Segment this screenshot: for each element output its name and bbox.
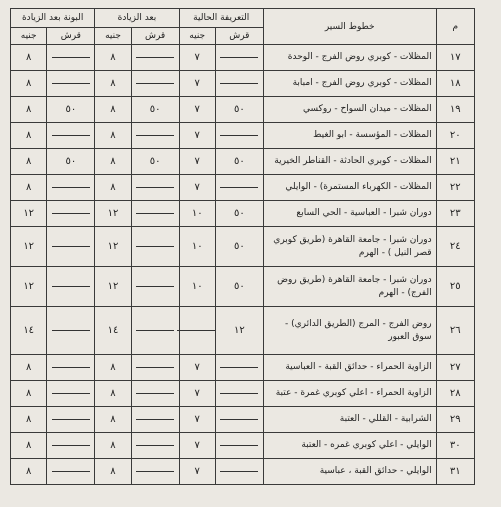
pass-pound-cell — [11, 307, 47, 355]
pass-piaster-cell — [47, 459, 95, 485]
increase-pound-cell — [95, 459, 131, 485]
blank-dash — [136, 419, 174, 420]
increase-pound-cell-text: ٨ — [110, 130, 116, 141]
increase-pound-cell — [95, 355, 131, 381]
header-row — [11, 9, 475, 28]
pass-pound-cell — [11, 355, 47, 381]
increase-pound-cell-text: ١٢ — [107, 281, 119, 292]
increase-piaster-cell — [131, 175, 179, 201]
current-piaster-cell-text: ٥٠ — [233, 156, 245, 167]
pass-pound-cell-text: ٨ — [26, 362, 32, 373]
increase-piaster-cell — [131, 407, 179, 433]
blank-dash — [136, 187, 174, 188]
table-row — [11, 123, 475, 149]
pass-pound-cell — [11, 459, 47, 485]
row-number — [436, 227, 474, 267]
pass-pound-cell-text: ١٢ — [23, 241, 35, 252]
blank-dash — [52, 419, 90, 420]
pass-piaster-cell — [47, 227, 95, 267]
current-pound-cell — [179, 97, 215, 123]
blank-dash — [136, 83, 174, 84]
blank-dash — [52, 187, 90, 188]
route-cell — [263, 459, 436, 485]
route-cell — [263, 227, 436, 267]
blank-dash — [52, 135, 90, 136]
current-pound-cell-text: ١٠ — [191, 208, 203, 219]
increase-piaster-cell — [131, 123, 179, 149]
increase-pound-cell — [95, 45, 131, 71]
table-row — [11, 175, 475, 201]
pass-piaster-cell — [47, 71, 95, 97]
row-number-text: ٣٠ — [449, 440, 461, 451]
pass-piaster-cell — [47, 97, 95, 123]
blank-dash — [52, 367, 90, 368]
increase-piaster-cell — [131, 201, 179, 227]
row-number-text: ١٩ — [449, 104, 461, 115]
route-cell-text: المظلات - ميدان السواح - روكسي — [303, 104, 432, 114]
increase-pound-cell-text: ٨ — [110, 104, 116, 115]
current-pound-cell — [179, 433, 215, 459]
pass-pound-cell-text: ٨ — [26, 78, 32, 89]
route-cell-text: الزاوية الحمراء - حدائق القبة - العباسية — [285, 362, 432, 372]
row-number — [436, 459, 474, 485]
pass-piaster-cell — [47, 175, 95, 201]
increase-pound-cell-text: ٨ — [110, 182, 116, 193]
pass-pound-cell-text: ٨ — [26, 182, 32, 193]
row-number — [436, 201, 474, 227]
current-pound-cell — [179, 407, 215, 433]
pass-pound-cell-text: ٨ — [26, 388, 32, 399]
row-number-text: ٢٣ — [449, 208, 461, 219]
blank-dash — [220, 187, 258, 188]
blank-dash — [220, 419, 258, 420]
route-cell-text: دوران شبرا - جامعة القاهرة (طريق روض الفرج) - الهرم — [277, 274, 432, 298]
increase-pound-cell — [95, 433, 131, 459]
route-cell — [263, 201, 436, 227]
current-piaster-cell — [215, 71, 263, 97]
blank-dash — [136, 57, 174, 58]
row-number — [436, 355, 474, 381]
increase-pound-cell-text: ١٢ — [107, 241, 119, 252]
blank-dash — [52, 83, 90, 84]
blank-dash — [52, 445, 90, 446]
pass-piaster-cell — [47, 45, 95, 71]
row-number — [436, 123, 474, 149]
increase-piaster-cell — [131, 433, 179, 459]
header-pass-after-increase: البونة بعد الزيادة — [11, 9, 95, 28]
route-cell-text: المظلات - كوبري روض الفرج - الوحدة — [287, 52, 432, 62]
current-pound-cell-text: ٧ — [194, 466, 200, 477]
row-number — [436, 381, 474, 407]
route-cell — [263, 97, 436, 123]
increase-piaster-cell-text: ٥٠ — [149, 104, 161, 115]
route-cell-text: المظلات - كوبري روض الفرج - امبابة — [292, 78, 432, 88]
pass-pound-cell — [11, 201, 47, 227]
increase-pound-cell — [95, 381, 131, 407]
pass-pound-cell — [11, 149, 47, 175]
row-number-text: ١٨ — [449, 78, 461, 89]
route-cell-text: الزاوية الحمراء - اعلي كوبري غمرة - عتبة — [275, 388, 432, 398]
pass-piaster-cell — [47, 123, 95, 149]
row-number — [436, 407, 474, 433]
increase-piaster-cell — [131, 381, 179, 407]
increase-pound-cell — [95, 201, 131, 227]
current-pound-cell — [179, 149, 215, 175]
current-pound-cell-text: ١٠ — [191, 281, 203, 292]
current-pound-cell-text: ٧ — [194, 78, 200, 89]
pass-piaster-cell — [47, 381, 95, 407]
current-pound-cell-text: ٧ — [194, 52, 200, 63]
row-number-text: ٢٤ — [449, 241, 461, 252]
blank-dash — [136, 135, 174, 136]
current-pound-cell-text: ٧ — [194, 440, 200, 451]
blank-dash — [136, 286, 174, 287]
current-pound-cell-text: ٧ — [194, 182, 200, 193]
increase-pound-cell — [95, 149, 131, 175]
current-pound-cell — [179, 459, 215, 485]
blank-dash — [220, 83, 258, 84]
subheader-piaster: قرش — [215, 28, 263, 45]
pass-pound-cell-text: ٨ — [26, 156, 32, 167]
pass-pound-cell-text: ١٤ — [23, 325, 35, 336]
pass-piaster-cell — [47, 149, 95, 175]
row-number-text: ٢٠ — [449, 130, 461, 141]
increase-pound-cell-text: ١٢ — [107, 208, 119, 219]
current-pound-cell — [179, 175, 215, 201]
blank-dash — [136, 367, 174, 368]
header-num: م — [436, 9, 474, 45]
route-cell — [263, 45, 436, 71]
pass-piaster-cell — [47, 267, 95, 307]
current-piaster-cell — [215, 381, 263, 407]
current-piaster-cell — [215, 45, 263, 71]
increase-piaster-cell — [131, 459, 179, 485]
pass-pound-cell-text: ٨ — [26, 440, 32, 451]
pass-pound-cell — [11, 227, 47, 267]
blank-dash — [52, 471, 90, 472]
row-number-text: ٢٥ — [449, 281, 461, 292]
pass-pound-cell — [11, 71, 47, 97]
row-number — [436, 45, 474, 71]
pass-pound-cell — [11, 123, 47, 149]
increase-piaster-cell — [131, 227, 179, 267]
current-piaster-cell — [215, 459, 263, 485]
current-piaster-cell-text: ١٢ — [233, 325, 245, 336]
blank-dash — [220, 57, 258, 58]
increase-pound-cell-text: ٨ — [110, 362, 116, 373]
table-row — [11, 433, 475, 459]
current-pound-cell — [179, 201, 215, 227]
blank-dash — [177, 330, 215, 331]
increase-pound-cell — [95, 227, 131, 267]
increase-piaster-cell — [131, 45, 179, 71]
subheader-piaster: قرش — [47, 28, 95, 45]
current-pound-cell-text: ٧ — [194, 104, 200, 115]
blank-dash — [52, 286, 90, 287]
pass-pound-cell — [11, 97, 47, 123]
current-piaster-cell — [215, 407, 263, 433]
pass-pound-cell-text: ٨ — [26, 52, 32, 63]
increase-pound-cell — [95, 407, 131, 433]
row-number-text: ٣١ — [449, 466, 461, 477]
pass-pound-cell — [11, 267, 47, 307]
route-cell-text: المظلات - كوبري الحادثة - القناطر الخيرية — [274, 156, 432, 166]
pass-pound-cell-text: ٨ — [26, 414, 32, 425]
row-number — [436, 267, 474, 307]
row-number-text: ٢٦ — [449, 325, 461, 336]
current-piaster-cell-text: ٥٠ — [233, 208, 245, 219]
increase-pound-cell-text: ٨ — [110, 440, 116, 451]
current-pound-cell-text: ٧ — [194, 130, 200, 141]
table-row — [11, 407, 475, 433]
route-cell — [263, 149, 436, 175]
table-row — [11, 459, 475, 485]
row-number — [436, 149, 474, 175]
current-piaster-cell — [215, 175, 263, 201]
increase-piaster-cell-text: ٥٠ — [149, 156, 161, 167]
increase-piaster-cell — [131, 267, 179, 307]
increase-piaster-cell — [131, 355, 179, 381]
blank-dash — [136, 330, 174, 331]
row-number-text: ٢٧ — [449, 362, 461, 373]
table-row — [11, 97, 475, 123]
pass-piaster-cell — [47, 307, 95, 355]
row-number — [436, 71, 474, 97]
route-cell-text: الشرابية - القللي - العتبة — [339, 414, 432, 424]
row-number-text: ٢٩ — [449, 414, 461, 425]
pass-pound-cell-text: ٨ — [26, 104, 32, 115]
current-pound-cell — [179, 307, 215, 355]
current-pound-cell-text: ٧ — [194, 414, 200, 425]
row-number — [436, 307, 474, 355]
increase-piaster-cell — [131, 71, 179, 97]
pass-pound-cell — [11, 407, 47, 433]
pass-piaster-cell-text: ٥٠ — [65, 104, 77, 115]
table-row — [11, 267, 475, 307]
blank-dash — [136, 393, 174, 394]
current-pound-cell — [179, 381, 215, 407]
increase-piaster-cell — [131, 97, 179, 123]
pass-pound-cell — [11, 175, 47, 201]
route-cell — [263, 381, 436, 407]
increase-piaster-cell — [131, 149, 179, 175]
table-row — [11, 307, 475, 355]
current-pound-cell — [179, 267, 215, 307]
increase-pound-cell-text: ٨ — [110, 466, 116, 477]
blank-dash — [136, 471, 174, 472]
route-cell-text: الوايلي - حدائق القبة ، عباسية — [319, 466, 432, 476]
current-piaster-cell-text: ٥٠ — [233, 281, 245, 292]
increase-pound-cell-text: ١٤ — [107, 325, 119, 336]
route-cell-text: دوران شبرا - جامعة القاهرة (طريق كوبري قصر النيل ) - الهرم — [273, 234, 432, 258]
row-number-text: ٢١ — [449, 156, 461, 167]
increase-pound-cell — [95, 123, 131, 149]
current-piaster-cell — [215, 267, 263, 307]
route-cell-text: روض الفرج - المرج (الطريق الدائري) - سوق العبور — [284, 318, 432, 342]
route-cell — [263, 407, 436, 433]
blank-dash — [220, 135, 258, 136]
row-number-text: ٢٨ — [449, 388, 461, 399]
current-piaster-cell-text: ٥٠ — [233, 104, 245, 115]
route-cell-text: المظلات - الكهرباء المستمرة) - الوايلي — [285, 182, 432, 192]
pass-piaster-cell — [47, 407, 95, 433]
route-cell-text: دوران شبرا - العباسية - الحي السابع — [296, 208, 432, 218]
route-cell — [263, 175, 436, 201]
route-cell — [263, 123, 436, 149]
row-number — [436, 97, 474, 123]
pass-pound-cell-text: ١٢ — [23, 281, 35, 292]
blank-dash — [52, 330, 90, 331]
blank-dash — [220, 393, 258, 394]
blank-dash — [220, 471, 258, 472]
header-after-increase: بعد الزيادة — [95, 9, 179, 28]
route-cell — [263, 355, 436, 381]
pass-pound-cell — [11, 45, 47, 71]
current-pound-cell — [179, 123, 215, 149]
route-cell — [263, 267, 436, 307]
table-row — [11, 381, 475, 407]
increase-pound-cell — [95, 307, 131, 355]
current-pound-cell-text: ١٠ — [191, 241, 203, 252]
blank-dash — [136, 246, 174, 247]
header-current-fare: التعريفة الحالية — [179, 9, 263, 28]
current-pound-cell-text: ٧ — [194, 388, 200, 399]
route-cell — [263, 71, 436, 97]
subheader-pound: جنيه — [95, 28, 131, 45]
current-piaster-cell — [215, 97, 263, 123]
increase-pound-cell-text: ٨ — [110, 414, 116, 425]
table-row — [11, 201, 475, 227]
current-pound-cell-text: ٧ — [194, 362, 200, 373]
pass-piaster-cell-text: ٥٠ — [65, 156, 77, 167]
pass-pound-cell-text: ٨ — [26, 466, 32, 477]
increase-pound-cell-text: ٨ — [110, 78, 116, 89]
route-cell-text: المظلات - المؤسسة - ابو الغيط — [313, 130, 432, 140]
increase-pound-cell — [95, 267, 131, 307]
current-piaster-cell — [215, 433, 263, 459]
pass-piaster-cell — [47, 355, 95, 381]
current-piaster-cell — [215, 227, 263, 267]
subheader-piaster: قرش — [131, 28, 179, 45]
current-pound-cell — [179, 355, 215, 381]
blank-dash — [52, 393, 90, 394]
current-pound-cell — [179, 45, 215, 71]
row-number — [436, 433, 474, 459]
current-piaster-cell — [215, 307, 263, 355]
blank-dash — [136, 445, 174, 446]
blank-dash — [52, 246, 90, 247]
row-number — [436, 175, 474, 201]
current-pound-cell — [179, 227, 215, 267]
increase-pound-cell — [95, 175, 131, 201]
increase-pound-cell-text: ٨ — [110, 388, 116, 399]
table-row — [11, 71, 475, 97]
current-pound-cell — [179, 71, 215, 97]
increase-pound-cell-text: ٨ — [110, 52, 116, 63]
current-piaster-cell — [215, 149, 263, 175]
route-cell — [263, 433, 436, 459]
pass-pound-cell — [11, 433, 47, 459]
row-number-text: ١٧ — [449, 52, 461, 63]
blank-dash — [52, 213, 90, 214]
current-piaster-cell — [215, 123, 263, 149]
pass-pound-cell-text: ٨ — [26, 130, 32, 141]
table-row — [11, 149, 475, 175]
table-row — [11, 355, 475, 381]
blank-dash — [220, 367, 258, 368]
row-number-text: ٢٢ — [449, 182, 461, 193]
route-cell — [263, 307, 436, 355]
subheader-pound: جنيه — [179, 28, 215, 45]
increase-pound-cell-text: ٨ — [110, 156, 116, 167]
current-piaster-cell — [215, 201, 263, 227]
blank-dash — [52, 57, 90, 58]
route-cell-text: الوايلي - اعلي كوبري غمره - العتبة — [301, 440, 432, 450]
pass-pound-cell-text: ١٢ — [23, 208, 35, 219]
increase-pound-cell — [95, 71, 131, 97]
increase-pound-cell — [95, 97, 131, 123]
fare-table — [10, 8, 475, 485]
pass-piaster-cell — [47, 433, 95, 459]
pass-pound-cell — [11, 381, 47, 407]
current-piaster-cell-text: ٥٠ — [233, 241, 245, 252]
current-pound-cell-text: ٧ — [194, 156, 200, 167]
increase-piaster-cell — [131, 307, 179, 355]
table-row — [11, 227, 475, 267]
blank-dash — [136, 213, 174, 214]
current-piaster-cell — [215, 355, 263, 381]
header-route: خطوط السير — [263, 9, 436, 45]
subheader-pound: جنيه — [11, 28, 47, 45]
blank-dash — [220, 445, 258, 446]
table-row — [11, 45, 475, 71]
pass-piaster-cell — [47, 201, 95, 227]
